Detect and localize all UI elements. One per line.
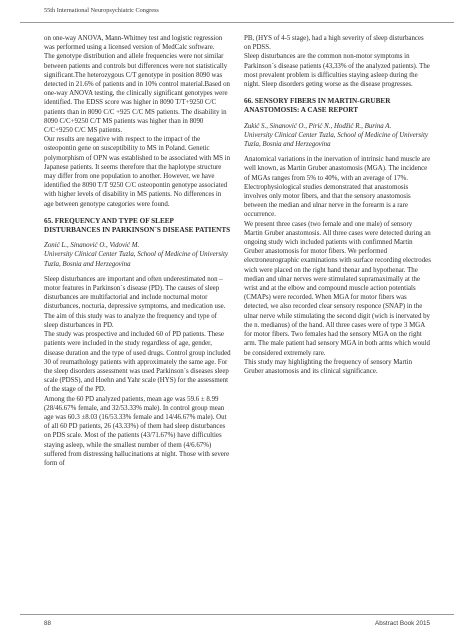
paragraph: Our results are negative with respect to the impact of the osteopontin gene on susceptibility to MS in Poland. Genetic polymorphism of OPN was established to be associated with MS in Japanese patients. It seems therefore that the haplotype structure may differ from one population to another. However, we have identified the 8090 T/T 9250 C/C osteopontin genotype associated with higher levels of disability in MS patients. No differences in age between genotype categories were found.: [44, 136, 231, 208]
article-affiliation: University Clinical Center Tuzla, School of Medicine of University Tuzla, Bosnia and Herzegovina: [244, 131, 428, 149]
paragraph: PB, (HYS of 4-5 stage), had a high severity of sleep disturbances on PDSS.: [244, 35, 424, 52]
article-title: 66. SENSORY FIBERS IN MARTIN-GRUBER ANASTOMOSIS: A CASE REPORT: [244, 97, 391, 115]
article-affiliation: University Clinical Center Tuzla, School of Medicine of University Tuzla, Bosnia and Herzegovina: [44, 251, 228, 268]
left-column: [44, 34, 231, 468]
right-column: [244, 34, 431, 376]
paragraph: Sleep disturbances are the common non-motor symptoms in Parkinson`s disease patients (43,33% of the analyzed patients). The most prevalent problem is difficulties staying asleep during the night. Sleep disorders geting worse as the disease progresses.: [244, 53, 430, 89]
page-number: 88: [44, 620, 52, 627]
paragraph: Sleep disturbances are important and often underestimated non – motor features in Parkinson`s disease (PD). The causes of sleep disturbances are multifactorial and include nocturnal motor disturbances, nocturia, depressive symptoms, and medication use. The aim of this study was to analyze the frequency and type of sleep disturbances in PD.: [44, 275, 226, 329]
article-title: 65. FREQUENCY AND TYPE OF SLEEP DISTURBANCES IN PARKINSON`S DISEASE PATIENTS: [44, 216, 231, 235]
paragraph: The study was prospective and included 60 of PD patients. These patients were included in the study regardless of age, gender, disease duration and the type of used drugs. Control group included 30 of reumathology patients with approximately the same age. For the sleep disorders assessment was used Parkinson`s diseases sleep scale (PDSS), and Hoehn and Yahr scale (HYS) for the assessment of the stage of the PD.: [44, 331, 231, 394]
running-header: 55th International Neuropsychiatric Congress: [44, 7, 159, 14]
paragraph: Anatomical variations in the inervation of intrinsic hand muscle are well known, as Martin Gruber anastomosis (MGA). The incidence of MGAs ranges from 5% to 40%, with an average of 17%. Electrophysiological studies demonstrated that anastomosis involves only motor fibers, and that the sensory anastomosis between the median and ulnar nerve in the forearm is a rare occurrence.: [244, 156, 431, 219]
paragraph: on one-way ANOVA, Mann-Whitney test and logistic regression was performed using a licensed version of MedCalc software.: [44, 35, 223, 52]
article-authors: Zukić S., Sinanović O., Pirić N., Hodžić R., Burina A.: [244, 122, 392, 130]
paragraph: The genotype distribution and allele frequencies were not similar between patients and controls but differences were not statistically significant.The heterozygous C/T genotype in position 8090 was detected in 21.6% of patients and in 10% control material.Based on one-way ANOVA testing, the clinically significant genotypes were identified. The EDSS score was higher in 8090 T/T+9250 C/C patients than in 8090 C/C +925 C/C MS patients. The disability in 8090 C/C+9250 C/T MS patients was higher than in 8090 C/C+9250 C/C MS patients.: [44, 53, 230, 135]
header-rule: [20, 22, 454, 23]
paragraph: This study may highlighting the frequency of sensory Martin Gruber anastomosis and its clinical significance.: [244, 358, 413, 375]
article-authors: Zonić L., Sinanović O., Vidović M.: [44, 242, 140, 250]
footer-rule: [20, 614, 454, 615]
paragraph: Among the 60 PD analyzed patients, mean age was 59.6 ± 8.99 (28/46.67% female, and 32/53.33% male). In control group mean age was 60.3 ±8.03 (16/53.33% female and 14/46.67% male). Out of all 60 PD patients, 26 (43.33%) of them had sleep disturbances on PDS scale. Most of the patients (43/71.67%) have difficulties staying asleep, while the smallest number of them (4/6.67%) suffered from distressing hallucinations at night. Those with severe form of: [44, 395, 230, 467]
paragraph: We present three cases (two female and one male) of sensory Martin Gruber anastomosis. All three cases were detected during an ongoing study wich included patients with confimned Martin Gruber anastomosis for motor fibers. We performed electroneurographic examinations with surface recording electrodes wich were placed on the right hand thenar and hypothenar. The median and ulnar nerves were stimulated supramaximally at the wrist and at the elbow and compound muscle action potentials (CMAPs) were recorded. When MGA for motor fibers was detected, we also recorded clear sensory responce (SNAP) in the ulnar nerve while stimulating the second digit (wich is inervated by the n. medianus) of the hand. All three cases were of type 3 MGA for motor fibers. Two females had the sensory MGA on the right arm. The male patient had sensory MGA in both arms which would be considered extremely rare.: [244, 220, 431, 357]
book-title: Abstract Book 2015: [375, 620, 430, 627]
